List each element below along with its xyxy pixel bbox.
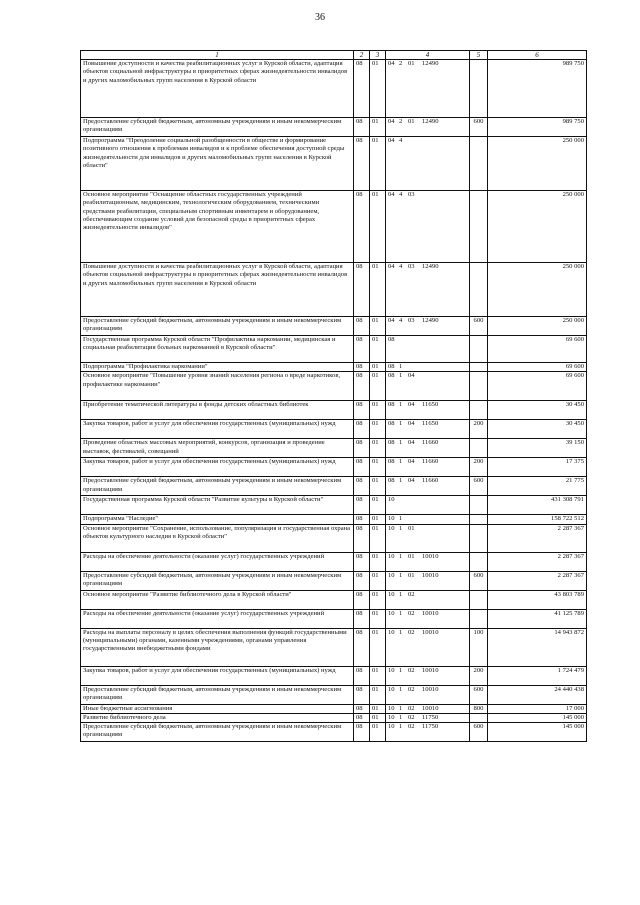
- activity-code-part: 01: [408, 571, 415, 579]
- program-code-cell: [386, 685, 470, 704]
- subprogram-code-part: 1: [399, 515, 403, 523]
- column-header-4: 4: [386, 51, 470, 60]
- expense-type-cell: 600: [470, 477, 488, 496]
- column-header-6: 6: [488, 51, 587, 60]
- section-code-cell: 08: [354, 590, 370, 609]
- program-code-cell: [386, 363, 470, 372]
- section-code-cell: 08: [354, 723, 370, 742]
- table-row: [81, 524, 587, 552]
- subsection-code-cell: 01: [370, 458, 386, 477]
- subsection-code-cell: 01: [370, 336, 386, 363]
- program-code-cell: [386, 628, 470, 666]
- program-code-part: 10: [388, 590, 395, 598]
- table-row: [81, 363, 587, 372]
- expense-type-cell: [470, 713, 488, 722]
- program-code-part: 04: [388, 191, 395, 199]
- row-name-cell: Предоставление субсидий бюджетным, автономным учреждениям и иным некоммерческим организациям: [81, 477, 354, 496]
- subprogram-code-part: 1: [399, 628, 403, 636]
- subsection-code-cell: 01: [370, 439, 386, 458]
- subsection-code-cell: 01: [370, 515, 386, 524]
- expense-type-cell: 600: [470, 723, 488, 742]
- program-code-cell: [386, 191, 470, 263]
- subsection-code-cell: 01: [370, 713, 386, 722]
- amount-cell: 2 287 367: [488, 552, 587, 571]
- expense-type-cell: [470, 263, 488, 317]
- program-code-part: 10: [388, 552, 395, 560]
- amount-cell: 250 000: [488, 317, 587, 336]
- subprogram-code-part: 2: [399, 118, 403, 126]
- activity-code-part: 04: [408, 439, 415, 447]
- expense-type-cell: [470, 372, 488, 401]
- activity-code-part: 02: [408, 713, 415, 721]
- table-row: [81, 685, 587, 704]
- subsection-code-cell: 01: [370, 263, 386, 317]
- section-code-cell: 08: [354, 477, 370, 496]
- row-name-cell: Государственная программа Курской области "Профилактика наркомании, медицинская и социальная реабилитация больных наркоманией в Курской области": [81, 336, 354, 363]
- subprogram-code-part: 1: [399, 713, 403, 721]
- expense-type-cell: [470, 552, 488, 571]
- program-code-part: 10: [388, 628, 395, 636]
- direction-code-part: 10010: [422, 571, 439, 579]
- program-code-cell: [386, 571, 470, 590]
- row-name-cell: Основное мероприятие "Повышение уровня знаний населения региона о вреде наркотиков, профилактике наркомании": [81, 372, 354, 401]
- expense-type-cell: 600: [470, 317, 488, 336]
- direction-code-part: 12490: [422, 317, 439, 325]
- section-code-cell: 08: [354, 118, 370, 137]
- amount-cell: 30 450: [488, 401, 587, 420]
- section-code-cell: 08: [354, 137, 370, 191]
- direction-code-part: 12490: [422, 118, 439, 126]
- program-code-part: 10: [388, 713, 395, 721]
- subprogram-code-part: 1: [399, 363, 403, 371]
- direction-code-part: 11660: [422, 477, 439, 485]
- expense-type-cell: [470, 363, 488, 372]
- table-row: [81, 666, 587, 685]
- direction-code-part: 10010: [422, 666, 439, 674]
- section-code-cell: 08: [354, 317, 370, 336]
- amount-cell: 2 287 367: [488, 524, 587, 552]
- section-code-cell: 08: [354, 363, 370, 372]
- section-code-cell: 08: [354, 609, 370, 628]
- activity-code-part: 04: [408, 401, 415, 409]
- program-code-cell: [386, 439, 470, 458]
- subsection-code-cell: 01: [370, 191, 386, 263]
- subsection-code-cell: 01: [370, 609, 386, 628]
- subprogram-code-part: 1: [399, 571, 403, 579]
- row-name-cell: Основное мероприятие "Оснащение областных государственных учреждений реабилитационным, медицинским, технологическим оборудованием, техническими средствами реабилитации, специальным спортивным инвентарем и оборудованием, обеспечивающим создание условий для безопасной среды в приоритетных сферах жизнедеятельности инвалидов": [81, 191, 354, 263]
- row-name-cell: Предоставление субсидий бюджетным, автономным учреждениям и иным некоммерческим организациям: [81, 723, 354, 742]
- table-row: [81, 515, 587, 524]
- program-code-part: 08: [388, 372, 395, 380]
- budget-table: [80, 50, 587, 742]
- program-code-part: 04: [388, 263, 395, 271]
- subprogram-code-part: 1: [399, 609, 403, 617]
- amount-cell: 250 000: [488, 191, 587, 263]
- program-code-part: 08: [388, 336, 395, 344]
- row-name-cell: Предоставление субсидий бюджетным, автономным учреждениям и иным некоммерческим организациям: [81, 685, 354, 704]
- activity-code-part: 03: [408, 191, 415, 199]
- table-row: [81, 336, 587, 363]
- program-code-cell: [386, 704, 470, 713]
- subprogram-code-part: 1: [399, 666, 403, 674]
- expense-type-cell: 200: [470, 666, 488, 685]
- table-row: [81, 609, 587, 628]
- program-code-cell: [386, 666, 470, 685]
- activity-code-part: 02: [408, 666, 415, 674]
- program-code-cell: [386, 723, 470, 742]
- activity-code-part: 02: [408, 704, 415, 712]
- row-name-cell: Государственная программа Курской области "Развитие культуры в Курской области": [81, 496, 354, 515]
- program-code-part: 10: [388, 723, 395, 731]
- amount-cell: 989 750: [488, 60, 587, 118]
- table-row: [81, 317, 587, 336]
- subprogram-code-part: 1: [399, 458, 403, 466]
- amount-cell: 69 600: [488, 372, 587, 401]
- activity-code-part: 03: [408, 317, 415, 325]
- amount-cell: 250 000: [488, 137, 587, 191]
- amount-cell: 145 000: [488, 723, 587, 742]
- table-row: [81, 571, 587, 590]
- table-row: [81, 372, 587, 401]
- program-code-cell: [386, 713, 470, 722]
- subprogram-code-part: 1: [399, 552, 403, 560]
- program-code-cell: [386, 263, 470, 317]
- program-code-cell: [386, 137, 470, 191]
- program-code-part: 04: [388, 317, 395, 325]
- expense-type-cell: [470, 137, 488, 191]
- program-code-cell: [386, 401, 470, 420]
- table-row: [81, 477, 587, 496]
- amount-cell: 21 775: [488, 477, 587, 496]
- activity-code-part: 01: [408, 524, 415, 532]
- program-code-cell: [386, 515, 470, 524]
- activity-code-part: 04: [408, 458, 415, 466]
- expense-type-cell: [470, 336, 488, 363]
- direction-code-part: 10010: [422, 628, 439, 636]
- section-code-cell: 08: [354, 60, 370, 118]
- expense-type-cell: [470, 496, 488, 515]
- table-row: [81, 118, 587, 137]
- program-code-cell: [386, 118, 470, 137]
- expense-type-cell: 200: [470, 420, 488, 439]
- row-name-cell: Проведение областных массовых мероприятий, конкурсов, организация и проведение выставок, фестивалей, совещаний: [81, 439, 354, 458]
- amount-cell: 69 600: [488, 363, 587, 372]
- program-code-part: 10: [388, 685, 395, 693]
- table-row: [81, 458, 587, 477]
- subsection-code-cell: 01: [370, 317, 386, 336]
- activity-code-part: 04: [408, 420, 415, 428]
- subprogram-code-part: 1: [399, 420, 403, 428]
- section-code-cell: 08: [354, 713, 370, 722]
- direction-code-part: 10010: [422, 704, 439, 712]
- program-code-cell: [386, 420, 470, 439]
- row-name-cell: Расходы на обеспечение деятельности (оказание услуг) государственных учреждений: [81, 552, 354, 571]
- expense-type-cell: [470, 439, 488, 458]
- row-name-cell: Основное мероприятие "Сохранение, использование, популяризация и государственная охрана объектов культурного наследия в Курской области": [81, 524, 354, 552]
- table-row: [81, 439, 587, 458]
- expense-type-cell: 200: [470, 458, 488, 477]
- section-code-cell: 08: [354, 666, 370, 685]
- activity-code-part: 02: [408, 723, 415, 731]
- amount-cell: 30 450: [488, 420, 587, 439]
- subprogram-code-part: 1: [399, 401, 403, 409]
- row-name-cell: Основное мероприятие "Развитие библиотечного дела в Курской области": [81, 590, 354, 609]
- amount-cell: 145 000: [488, 713, 587, 722]
- section-code-cell: 08: [354, 685, 370, 704]
- amount-cell: 41 125 789: [488, 609, 587, 628]
- activity-code-part: 01: [408, 60, 415, 68]
- section-code-cell: 08: [354, 191, 370, 263]
- subsection-code-cell: 01: [370, 60, 386, 118]
- subsection-code-cell: 01: [370, 723, 386, 742]
- subsection-code-cell: 01: [370, 704, 386, 713]
- section-code-cell: 08: [354, 420, 370, 439]
- program-code-part: 08: [388, 363, 395, 371]
- expense-type-cell: [470, 191, 488, 263]
- subprogram-code-part: 4: [399, 137, 403, 145]
- row-name-cell: Расходы на выплаты персоналу в целях обеспечения выполнения функций государственными (муниципальными) органами, казенными учреждениями, органами управления государственными внебюджетными фондами: [81, 628, 354, 666]
- row-name-cell: Подпрограмма "Преодоление социальной разобщенности в обществе и формирование позитивного отношения к проблемам инвалидов и к проблеме обеспечения доступной среды жизнедеятельности для инвалидов и других маломобильных групп населения в Курской области": [81, 137, 354, 191]
- subsection-code-cell: 01: [370, 372, 386, 401]
- amount-cell: 431 308 791: [488, 496, 587, 515]
- direction-code-part: 11750: [422, 723, 439, 731]
- subprogram-code-part: 1: [399, 524, 403, 532]
- subprogram-code-part: 1: [399, 439, 403, 447]
- direction-code-part: 10010: [422, 685, 439, 693]
- activity-code-part: 01: [408, 552, 415, 560]
- row-name-cell: Повышение доступности и качества реабилитационных услуг в Курской области, адаптация объектов социальной инфраструктуры в приоритетных сферах жизнедеятельности инвалидов и других маломобильных групп населения в Курской области: [81, 263, 354, 317]
- subsection-code-cell: 01: [370, 552, 386, 571]
- section-code-cell: 08: [354, 458, 370, 477]
- row-name-cell: Подпрограмма "Наследие": [81, 515, 354, 524]
- program-code-part: 04: [388, 60, 395, 68]
- activity-code-part: 02: [408, 609, 415, 617]
- row-name-cell: Закупка товаров, работ и услуг для обеспечения государственных (муниципальных) нужд: [81, 666, 354, 685]
- expense-type-cell: 600: [470, 118, 488, 137]
- section-code-cell: 08: [354, 515, 370, 524]
- program-code-part: 10: [388, 609, 395, 617]
- direction-code-part: 12490: [422, 263, 439, 271]
- activity-code-part: 02: [408, 685, 415, 693]
- subsection-code-cell: 01: [370, 401, 386, 420]
- row-name-cell: Приобретение тематической литературы в фонды детских областных библиотек: [81, 401, 354, 420]
- table-row: [81, 713, 587, 722]
- amount-cell: 158 722 512: [488, 515, 587, 524]
- direction-code-part: 10010: [422, 609, 439, 617]
- direction-code-part: 11650: [422, 420, 439, 428]
- direction-code-part: 10010: [422, 552, 439, 560]
- direction-code-part: 11660: [422, 439, 439, 447]
- row-name-cell: Закупка товаров, работ и услуг для обеспечения государственных (муниципальных) нужд: [81, 420, 354, 439]
- program-code-part: 08: [388, 439, 395, 447]
- row-name-cell: Предоставление субсидий бюджетным, автономным учреждениям и иным некоммерческим организациям: [81, 118, 354, 137]
- program-code-part: 10: [388, 515, 395, 523]
- table-row: [81, 723, 587, 742]
- subprogram-code-part: 1: [399, 723, 403, 731]
- expense-type-cell: 100: [470, 628, 488, 666]
- program-code-part: 10: [388, 496, 395, 504]
- program-code-part: 08: [388, 458, 395, 466]
- program-code-part: 04: [388, 118, 395, 126]
- row-name-cell: Закупка товаров, работ и услуг для обеспечения государственных (муниципальных) нужд: [81, 458, 354, 477]
- row-name-cell: Предоставление субсидий бюджетным, автономным учреждениям и иным некоммерческим организациям: [81, 571, 354, 590]
- section-code-cell: 08: [354, 628, 370, 666]
- program-code-cell: [386, 552, 470, 571]
- table-row: [81, 420, 587, 439]
- table-row: [81, 628, 587, 666]
- amount-cell: 43 803 789: [488, 590, 587, 609]
- table-row: [81, 552, 587, 571]
- amount-cell: 2 287 367: [488, 571, 587, 590]
- program-code-part: 08: [388, 401, 395, 409]
- table-row: [81, 137, 587, 191]
- table-row: [81, 60, 587, 118]
- table-row: [81, 590, 587, 609]
- program-code-cell: [386, 477, 470, 496]
- amount-cell: 17 375: [488, 458, 587, 477]
- subsection-code-cell: 01: [370, 571, 386, 590]
- program-code-part: 10: [388, 524, 395, 532]
- program-code-cell: [386, 60, 470, 118]
- program-code-part: 08: [388, 477, 395, 485]
- row-name-cell: Расходы на обеспечение деятельности (оказание услуг) государственных учреждений: [81, 609, 354, 628]
- program-code-cell: [386, 524, 470, 552]
- subsection-code-cell: 01: [370, 137, 386, 191]
- amount-cell: 17 000: [488, 704, 587, 713]
- section-code-cell: 08: [354, 439, 370, 458]
- program-code-cell: [386, 590, 470, 609]
- amount-cell: 1 724 479: [488, 666, 587, 685]
- subsection-code-cell: 01: [370, 685, 386, 704]
- direction-code-part: 12490: [422, 60, 439, 68]
- subsection-code-cell: 01: [370, 496, 386, 515]
- direction-code-part: 11650: [422, 401, 439, 409]
- subsection-code-cell: 01: [370, 524, 386, 552]
- row-name-cell: Иные бюджетные ассигнования: [81, 704, 354, 713]
- amount-cell: 24 440 438: [488, 685, 587, 704]
- subsection-code-cell: 01: [370, 666, 386, 685]
- subprogram-code-part: 2: [399, 60, 403, 68]
- row-name-cell: Подпрограмма "Профилактика наркомании": [81, 363, 354, 372]
- expense-type-cell: 600: [470, 685, 488, 704]
- section-code-cell: 08: [354, 552, 370, 571]
- table-body: [81, 60, 587, 742]
- page-number: 36: [315, 12, 325, 23]
- header-row: [81, 51, 587, 60]
- program-code-part: 10: [388, 571, 395, 579]
- amount-cell: 250 000: [488, 263, 587, 317]
- program-code-cell: [386, 317, 470, 336]
- subprogram-code-part: 1: [399, 685, 403, 693]
- expense-type-cell: [470, 590, 488, 609]
- subprogram-code-part: 4: [399, 317, 403, 325]
- column-header-3: 3: [370, 51, 386, 60]
- expense-type-cell: [470, 515, 488, 524]
- activity-code-part: 02: [408, 628, 415, 636]
- program-code-cell: [386, 458, 470, 477]
- subprogram-code-part: 1: [399, 477, 403, 485]
- activity-code-part: 01: [408, 118, 415, 126]
- activity-code-part: 03: [408, 263, 415, 271]
- section-code-cell: 08: [354, 372, 370, 401]
- row-name-cell: Развитие библиотечного дела: [81, 713, 354, 722]
- section-code-cell: 08: [354, 704, 370, 713]
- subsection-code-cell: 01: [370, 363, 386, 372]
- program-code-cell: [386, 336, 470, 363]
- table-row: [81, 401, 587, 420]
- expense-type-cell: 800: [470, 704, 488, 713]
- section-code-cell: 08: [354, 524, 370, 552]
- subsection-code-cell: 01: [370, 420, 386, 439]
- section-code-cell: 08: [354, 336, 370, 363]
- amount-cell: 69 600: [488, 336, 587, 363]
- section-code-cell: 08: [354, 401, 370, 420]
- expense-type-cell: [470, 401, 488, 420]
- program-code-cell: [386, 372, 470, 401]
- table-row: [81, 191, 587, 263]
- activity-code-part: 04: [408, 372, 415, 380]
- program-code-part: 08: [388, 420, 395, 428]
- program-code-part: 10: [388, 704, 395, 712]
- row-name-cell: Предоставление субсидий бюджетным, автономным учреждениям и иным некоммерческим организациям: [81, 317, 354, 336]
- subsection-code-cell: 01: [370, 118, 386, 137]
- direction-code-part: 11660: [422, 458, 439, 466]
- table-row: [81, 263, 587, 317]
- row-name-cell: Повышение доступности и качества реабилитационных услуг в Курской области, адаптация объектов социальной инфраструктуры в приоритетных сферах жизнедеятельности инвалидов и других маломобильных групп населения в Курской области: [81, 60, 354, 118]
- subsection-code-cell: 01: [370, 628, 386, 666]
- expense-type-cell: [470, 524, 488, 552]
- subprogram-code-part: 1: [399, 372, 403, 380]
- expense-type-cell: [470, 60, 488, 118]
- expense-type-cell: 600: [470, 571, 488, 590]
- table-row: [81, 496, 587, 515]
- amount-cell: 989 750: [488, 118, 587, 137]
- program-code-part: 04: [388, 137, 395, 145]
- subprogram-code-part: 4: [399, 263, 403, 271]
- direction-code-part: 11750: [422, 713, 439, 721]
- section-code-cell: 08: [354, 571, 370, 590]
- program-code-cell: [386, 609, 470, 628]
- amount-cell: 14 943 872: [488, 628, 587, 666]
- program-code-cell: [386, 496, 470, 515]
- activity-code-part: 02: [408, 590, 415, 598]
- section-code-cell: 08: [354, 496, 370, 515]
- expense-type-cell: [470, 609, 488, 628]
- subprogram-code-part: 4: [399, 191, 403, 199]
- subsection-code-cell: 01: [370, 477, 386, 496]
- column-header-1: 1: [81, 51, 354, 60]
- subsection-code-cell: 01: [370, 590, 386, 609]
- activity-code-part: 04: [408, 477, 415, 485]
- subprogram-code-part: 1: [399, 704, 403, 712]
- column-header-2: 2: [354, 51, 370, 60]
- table-row: [81, 704, 587, 713]
- section-code-cell: 08: [354, 263, 370, 317]
- subprogram-code-part: 1: [399, 590, 403, 598]
- amount-cell: 39 150: [488, 439, 587, 458]
- column-header-5: 5: [470, 51, 488, 60]
- program-code-part: 10: [388, 666, 395, 674]
